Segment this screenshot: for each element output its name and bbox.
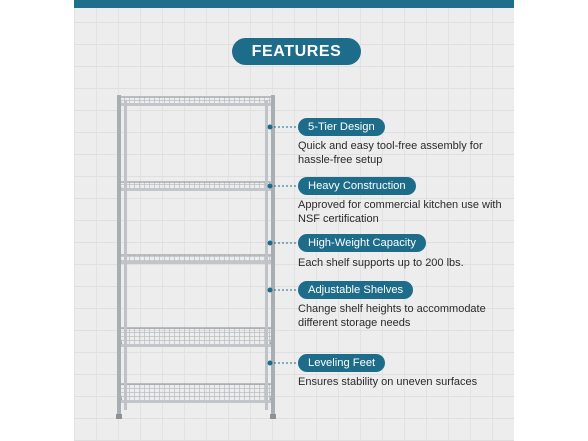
feature-description-tier-design: Quick and easy tool-free assembly for hassle-free setup <box>298 140 483 166</box>
shelf-4 <box>118 328 274 347</box>
feature-description-adjustable-shelves: Change shelf heights to accommodate different storage needs <box>298 303 486 329</box>
dot-marker-icon <box>268 241 273 246</box>
features-panel <box>74 0 514 441</box>
features-heading: FEATURES <box>232 38 361 65</box>
dot-marker-icon <box>268 288 273 293</box>
feature-badge-tier-design: 5-Tier Design <box>298 118 385 136</box>
dot-marker-icon <box>268 184 273 189</box>
feature-description-weight-capacity: Each shelf supports up to 200 lbs. <box>298 257 464 269</box>
shelf-2 <box>118 182 274 191</box>
feature-badge-leveling-feet: Leveling Feet <box>298 354 385 372</box>
feature-description-leveling-feet: Ensures stability on uneven surfaces <box>298 376 478 388</box>
shelf-5 <box>118 384 274 403</box>
feature-badge-weight-capacity: High-Weight Capacity <box>298 234 426 252</box>
feature-description-heavy-construction: Approved for commercial kitchen use with NSF certification <box>298 199 502 225</box>
shelf-1 <box>118 97 274 106</box>
dot-marker-icon <box>268 361 273 366</box>
feature-badge-heavy-construction: Heavy Construction <box>298 177 416 195</box>
feature-badge-adjustable-shelves: Adjustable Shelves <box>298 281 413 299</box>
shelf-3 <box>118 255 274 264</box>
dot-marker-icon <box>268 125 273 130</box>
